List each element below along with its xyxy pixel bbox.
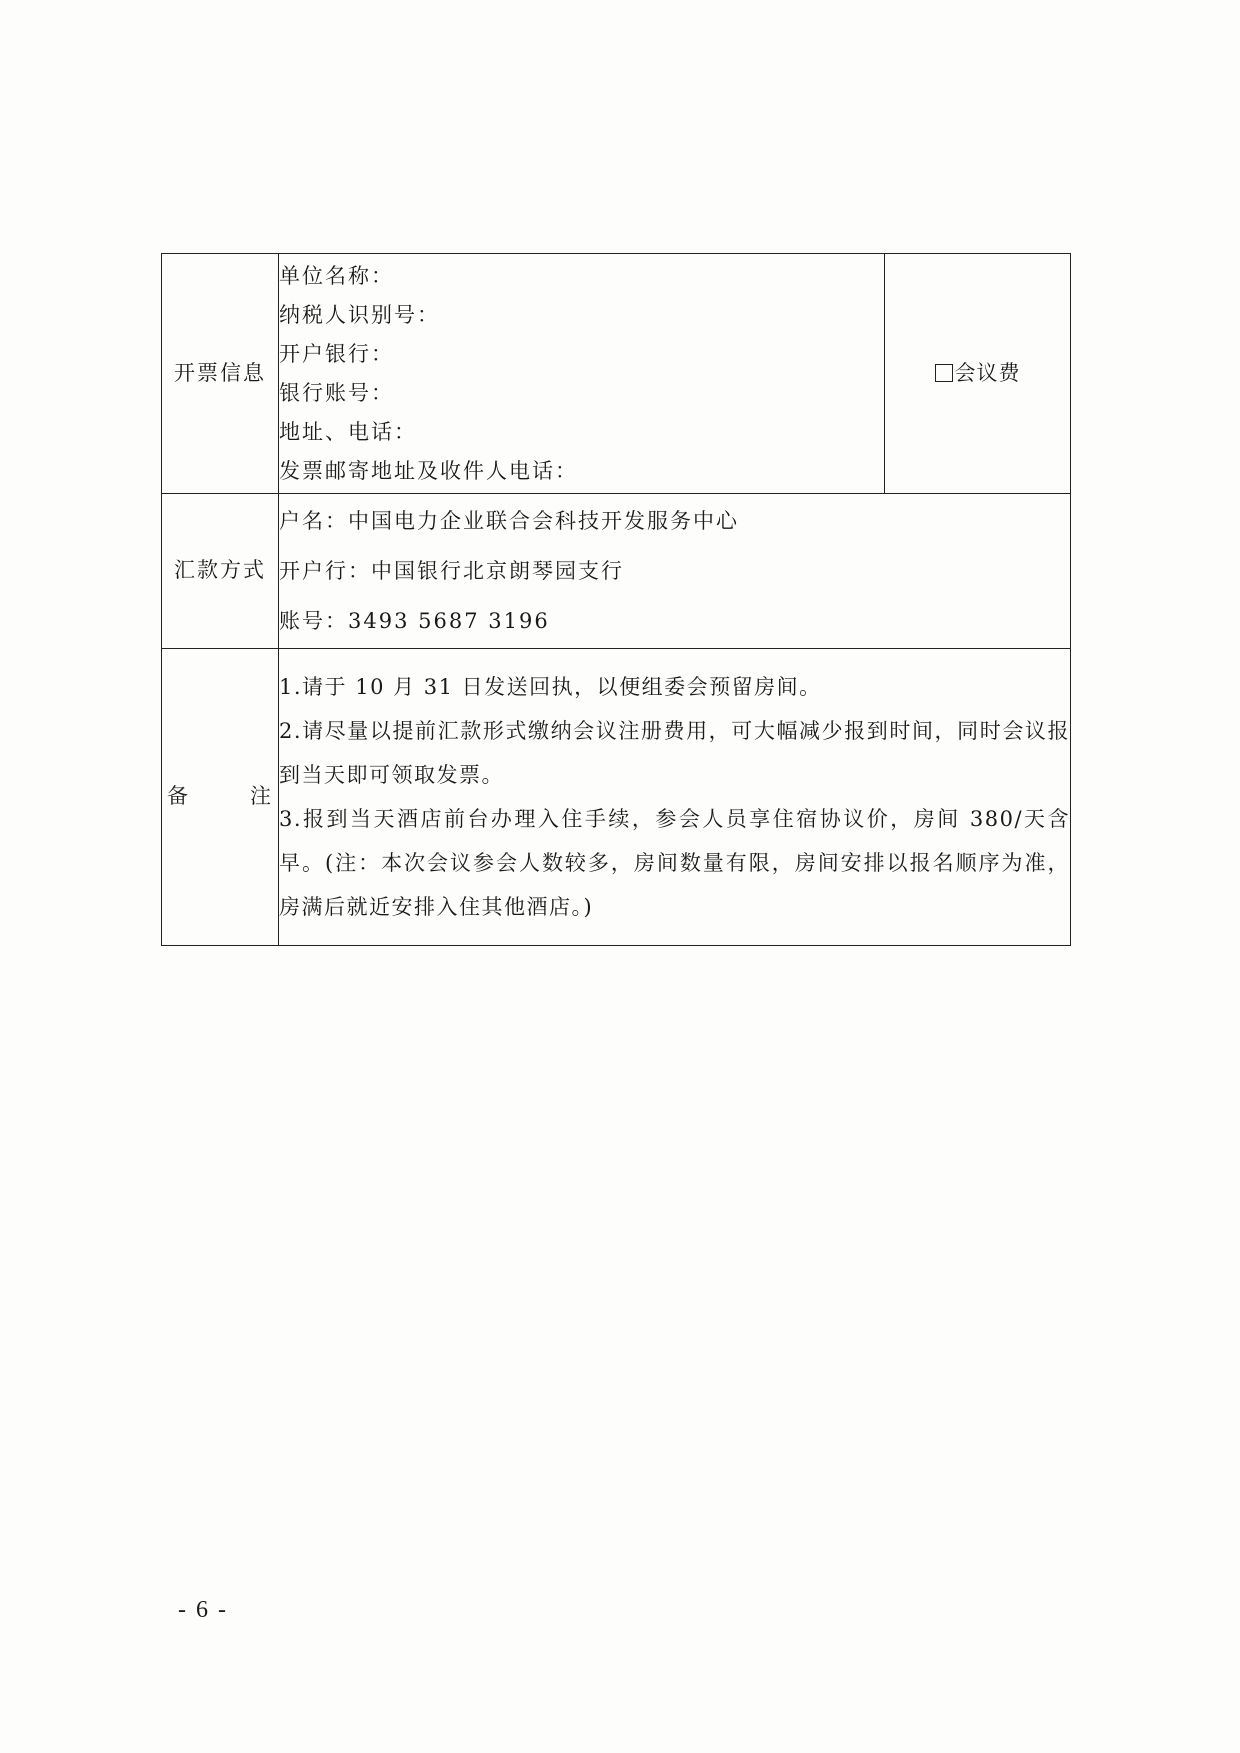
meeting-fee-checkbox[interactable] xyxy=(935,364,953,382)
invoice-row xyxy=(162,254,1071,494)
notes-label-second: 注 xyxy=(250,784,273,809)
remittance-row xyxy=(162,494,1071,649)
note-item-1: 1.请于 10 月 31 日发送回执，以便组委会预留房间。 xyxy=(279,675,822,699)
registration-form-table xyxy=(161,253,1071,946)
note-item-3: 3.报到当天酒店前台办理入住手续，参会人员享住宿协议价，房间 380/天含早。(注：本次会议参会人数较多，房间数量有限，房间安排以报名顺序为准，房满后就近安排入住其他酒店。) xyxy=(279,807,1070,919)
invoice-label: 开票信息 xyxy=(162,254,279,494)
remittance-payee-key: 户名： xyxy=(279,509,348,533)
remittance-payee xyxy=(279,496,1070,546)
page-number: - 6 - xyxy=(178,1597,228,1623)
meeting-fee-label: 会议费 xyxy=(954,360,1021,385)
notes-row xyxy=(162,649,1071,946)
invoice-fields xyxy=(279,254,885,494)
remittance-account xyxy=(279,596,1070,646)
invoice-field-address-phone: 地址、电话： xyxy=(279,419,417,444)
remittance-account-value: 3493 5687 3196 xyxy=(348,609,550,633)
invoice-field-company: 单位名称： xyxy=(279,263,394,288)
notes-label-first: 备 xyxy=(167,784,190,809)
remittance-bank-key: 开户行： xyxy=(279,559,371,583)
invoice-field-bank: 开户银行： xyxy=(279,341,394,366)
remittance-payee-value: 中国电力企业联合会科技开发服务中心 xyxy=(348,509,739,533)
remittance-bank-value: 中国银行北京朗琴园支行 xyxy=(371,559,624,583)
remittance-label: 汇款方式 xyxy=(162,494,279,649)
invoice-field-tax-id: 纳税人识别号： xyxy=(279,302,440,327)
remittance-bank xyxy=(279,546,1070,596)
remittance-account-key: 账号： xyxy=(279,609,348,633)
invoice-field-account: 银行账号： xyxy=(279,380,394,405)
remittance-details xyxy=(279,494,1071,649)
note-item-2: 2.请尽量以提前汇款形式缴纳会议注册费用，可大幅减少报到时间，同时会议报到当天即可领取发票。 xyxy=(279,719,1070,787)
notes-content xyxy=(279,649,1071,946)
notes-label xyxy=(162,649,279,946)
fee-type-cell xyxy=(885,254,1071,494)
invoice-field-mailing: 发票邮寄地址及收件人电话： xyxy=(279,458,578,483)
